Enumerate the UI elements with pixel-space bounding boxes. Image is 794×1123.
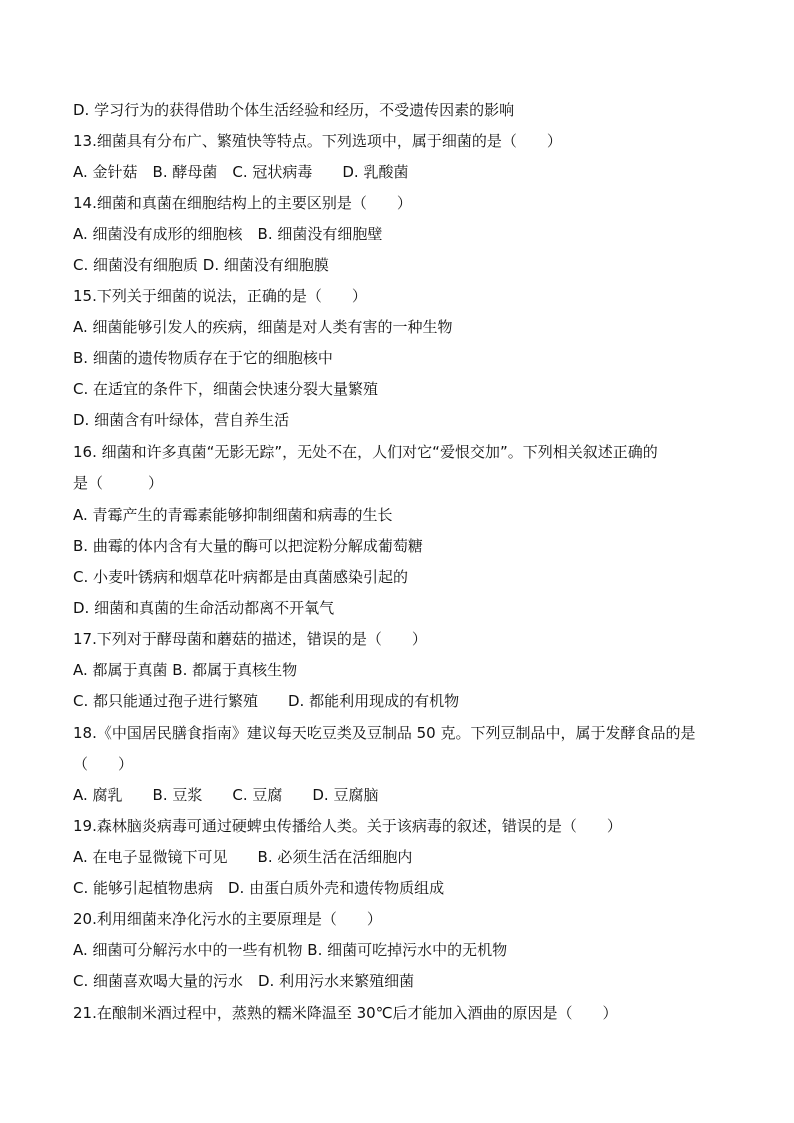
question-14: 14.细菌和真菌在细胞结构上的主要区别是（ ） (73, 194, 412, 212)
options-ab-q20: A. 细菌可分解污水中的一些有机物 B. 细菌可吃掉污水中的无机物 (73, 941, 508, 959)
options-ab-q17: A. 都属于真菌 B. 都属于真核生物 (73, 661, 298, 679)
option-c-q15: C. 在适宜的条件下，细菌会快速分裂大量繁殖 (73, 380, 379, 398)
options-q13: A. 金针菇 B. 酵母菌 C. 冠状病毒 D. 乳酸菌 (73, 163, 409, 181)
options-cd-q14: C. 细菌没有细胞质 D. 细菌没有细胞膜 (73, 256, 329, 274)
options-cd-q19: C. 能够引起植物患病 D. 由蛋白质外壳和遗传物质组成 (73, 879, 445, 897)
options-cd-q20: C. 细菌喜欢喝大量的污水 D. 利用污水来繁殖细菌 (73, 972, 415, 990)
option-d-q15: D. 细菌含有叶绿体，营自养生活 (73, 411, 290, 429)
options-cd-q17: C. 都只能通过孢子进行繁殖 D. 都能利用现成的有机物 (73, 692, 460, 710)
options-q18: A. 腐乳 B. 豆浆 C. 豆腐 D. 豆腐脑 (73, 786, 379, 804)
options-ab-q14: A. 细菌没有成形的细胞核 B. 细菌没有细胞壁 (73, 225, 383, 243)
question-17: 17.下列对于酵母菌和蘑菇的描述，错误的是（ ） (73, 630, 427, 648)
question-20: 20.利用细菌来净化污水的主要原理是（ ） (73, 910, 382, 928)
option-b-q15: B. 细菌的遗传物质存在于它的细胞核中 (73, 349, 333, 367)
option-d-q16: D. 细菌和真菌的生命活动都离不开氧气 (73, 599, 335, 617)
option-d-q12: D. 学习行为的获得借助个体生活经验和经历，不受遗传因素的影响 (73, 101, 515, 119)
question-21: 21.在酿制米酒过程中，蒸熟的糯米降温至 30℃后才能加入酒曲的原因是（ ） (73, 1004, 618, 1022)
question-15: 15.下列关于细菌的说法，正确的是（ ） (73, 287, 367, 305)
question-18-cont: （ ） (73, 755, 134, 773)
option-a-q15: A. 细菌能够引发人的疾病，细菌是对人类有害的一种生物 (73, 318, 453, 336)
question-13: 13.细菌具有分布广、繁殖快等特点。下列选项中，属于细菌的是（ ） (73, 132, 562, 150)
question-19: 19.森林脑炎病毒可通过硬蜱虫传播给人类。关于该病毒的叙述，错误的是（ ） (73, 817, 622, 835)
question-18: 18.《中国居民膳食指南》建议每天吃豆类及豆制品 50 克。下列豆制品中，属于发酵食品的是 (73, 724, 696, 742)
option-c-q16: C. 小麦叶锈病和烟草花叶病都是由真菌感染引起的 (73, 568, 409, 586)
options-ab-q19: A. 在电子显微镜下可见 B. 必须生活在活细胞内 (73, 848, 413, 866)
question-16-cont: 是（ ） (73, 474, 164, 492)
question-16: 16. 细菌和许多真菌“无影无踪”，无处不在，人们对它“爱恨交加”。下列相关叙述正确的 (73, 443, 658, 461)
option-a-q16: A. 青霉产生的青霉素能够抑制细菌和病毒的生长 (73, 506, 393, 524)
option-b-q16: B. 曲霉的体内含有大量的酶可以把淀粉分解成葡萄糖 (73, 537, 423, 555)
